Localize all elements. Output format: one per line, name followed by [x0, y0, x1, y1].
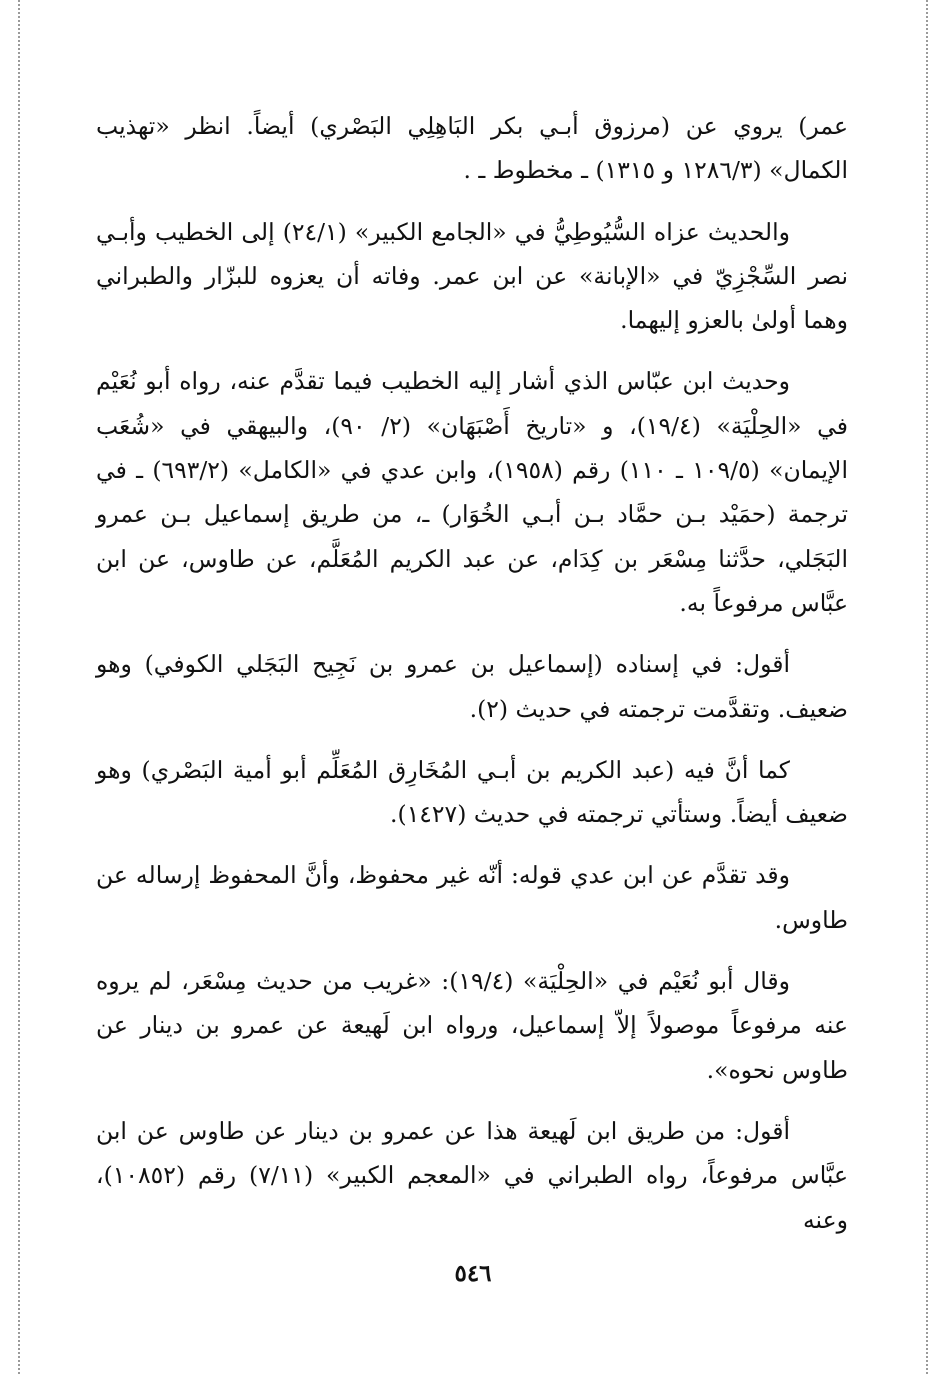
paragraph-3: وحديث ابن عبّاس الذي أشار إليه الخطيب فيما تقدَّم عنه، رواه أبو نُعَيْم في «الحِلْيَة» (١٩/٤)، و «تاريخ أَصْبَهَان» (٢/ ٩٠)، والبيهقي في «شُعَب الإيمان» (١٠٩/٥ ـ ١١٠) رقم (١٩٥٨)، وابن عدي في «الكامل» (٦٩٣/٢) ـ في ترجمة (حمَيْد بـن حمَّاد بـن أبـي الخُوَار) ـ، من طريق إسماعيل بـن عمرو البَجَلي، حدَّثنا مِسْعَر بن كِدَام، عن عبد الكريم المُعَلَّم، عن طاوس، عن ابن عبَّاس مرفوعاً به.: [96, 367, 848, 617]
paragraph-1: عمر) يروي عن (مرزوق أبـي بكر البَاهِلِي البَصْري) أيضاً. انظر «تهذيب الكمال» (١٢٨٦/٣ و ١٣١٥) ـ مخطوط ـ .: [96, 112, 848, 185]
paragraph-2: والحديث عزاه السُّيُوطِيُّ في «الجامع الكبير» (٢٤/١) إلى الخطيب وأبـي نصر السِّجْزِيّ في «الإبانة» عن ابن عمر. وفاته أن يعزوه للبزّار والطبراني وهما أولىٰ بالعزو إليهما.: [96, 217, 848, 335]
page-number: ٥٤٦: [454, 1260, 492, 1287]
paragraph-8: أقول: من طريق ابن لَهيعة هذا عن عمرو بن دينار عن طاوس عن ابن عبَّاس مرفوعاً، رواه الطبراني في «المعجم الكبير» (٧/١١) رقم (١٠٨٥٢)، وعنه: [96, 1116, 848, 1234]
paragraph-5: كما أنَّ فيه (عبد الكريم بن أبـي المُخَارِق المُعَلِّم أبو أمية البَصْري) وهو ضعيف أيضاً. وستأتي ترجمته في حديث (١٤٢٧).: [96, 755, 848, 829]
paragraph-7: وقال أبو نُعَيْم في «الحِلْيَة» (١٩/٤): «غريب من حديث مِسْعَر، لم يروه عنه مرفوعاً موصولاً إلاّ إسماعيل، ورواه ابن لَهيعة عن عمرو بن دينار عن طاوس نحوه».: [96, 967, 848, 1084]
page-body: [96, 104, 848, 1259]
left-margin-dotted-line: [18, 0, 20, 1374]
paragraph-4: أقول: في إسناده (إسماعيل بن عمرو بن نَجِيح البَجَلي الكوفي) وهو ضعيف. وتقدَّمت ترجمته في حديث (٢).: [96, 650, 848, 723]
right-margin-dotted-line: [926, 0, 928, 1374]
paragraph-6: وقد تقدَّم عن ابن عدي قوله: أنّه غير محفوظ، وأنَّ المحفوظ إرساله عن طاوس.: [96, 861, 848, 934]
